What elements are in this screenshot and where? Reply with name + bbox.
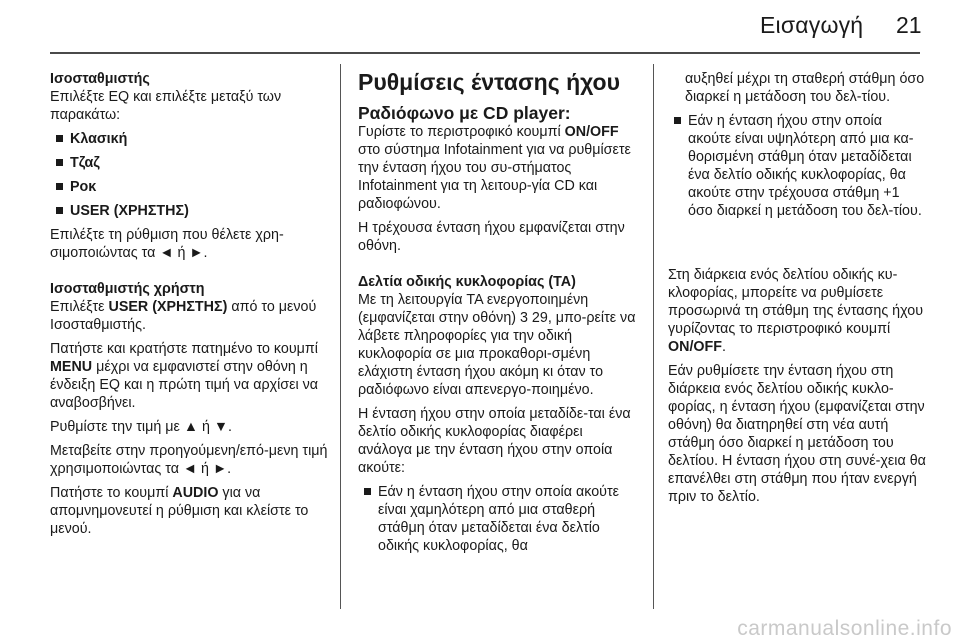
paragraph: Πατήστε και κρατήστε πατημένο το κουμπί MENU μέχρι να εμφανιστεί στην οθόνη η ένδειξη EQ και η πρώτη τιμή να αρχίσει να αναβοσβήνει. xyxy=(50,341,319,411)
heading-ta: Δελτία οδικής κυκλοφορίας (TA) xyxy=(358,274,576,290)
bullet-item: Εάν η ένταση ήχου στην οποία ακούτε είναι χαμηλότερη από μια σταθερή στάθμη όταν μεταδίδεται ένα δελτίο οδικής κυκλοφορίας, θα xyxy=(358,483,636,555)
audio-label: AUDIO xyxy=(172,485,219,501)
paragraph: Εάν ρυθμίσετε την ένταση ήχου στη διάρκεια ενός δελτίου οδικής κυκλο-φορίας, η ένταση ήχου (εμφανίζεται στην οθόνη) θα διατηρηθεί στη νέα αυτή στάθμη όσο διαρκεί η μετάδοση του δελτίου. Η ένταση ήχου στη συνέ-χεια θα επανέλθει στη στάθμη που ήταν ενεργή πριν το δελτίο. xyxy=(668,363,926,505)
paragraph: Επιλέξτε τη ρύθμιση που θέλετε χρη-σιμοποιώντας τα ◄ ή ►. xyxy=(50,227,284,261)
paragraph: Μεταβείτε στην προηγούμενη/επό-μενη τιμή χρησιμοποιώντας τα ◄ ή ►. xyxy=(50,443,328,477)
paragraph: Πατήστε το κουμπί AUDIO για να απομνημονευτεί η ρύθμιση και κλείστε το μενού. xyxy=(50,485,309,537)
column-1 xyxy=(50,70,330,544)
page-header xyxy=(0,0,960,58)
bullet-item: Ροκ xyxy=(50,178,330,196)
paragraph: Στη διάρκεια ενός δελτίου οδικής κυ-κλοφορίας, μπορείτε να ρυθμίσετε προσωρινά τη στάθμη της έντασης ήχου γυρίζοντας το περιστροφικό κουμπί ON/OFF. xyxy=(668,267,924,355)
watermark: carmanualsonline.info xyxy=(737,617,952,640)
section-heading: Ρυθμίσεις έντασης ήχου xyxy=(358,69,620,95)
paragraph: Η τρέχουσα ένταση ήχου εμφανίζεται στην οθόνη. xyxy=(358,220,625,254)
onoff-label: ON/OFF xyxy=(668,339,723,355)
column-divider-2 xyxy=(653,64,654,609)
bullet-item: Τζαζ xyxy=(50,154,330,172)
heading-equalizer: Ισοσταθμιστής xyxy=(50,71,150,87)
column-3 xyxy=(685,70,928,226)
paragraph: Η ένταση ήχου στην οποία μεταδίδε-ται ένα δελτίο οδικής κυκλοφορίας διαφέρει ανάλογα με την ένταση ήχου στην οποία ακούτε: xyxy=(358,406,631,476)
header-divider xyxy=(50,52,920,54)
column-2 xyxy=(358,68,636,561)
heading-user-equalizer: Ισοσταθμιστής χρήστη xyxy=(50,281,205,297)
bullet-item: USER (ΧΡΗΣΤΗΣ) xyxy=(50,202,330,220)
paragraph: Επιλέξτε USER (ΧΡΗΣΤΗΣ) από το μενού Ισοσταθμιστής. xyxy=(50,299,317,333)
paragraph-continued: αυξηθεί μέχρι τη σταθερή στάθμη όσο διαρκεί η μετάδοση του δελ-τίου. xyxy=(685,71,925,105)
paragraph: Με τη λειτουργία TA ενεργοποιημένη (εμφανίζεται στην οθόνη) 3 29, μπο-ρείτε να λάβετε πληροφορίες για την οδική κυκλοφορία σε μια προκαθορι-σμένη ελάχιστη ένταση ήχου ακόμη κι όταν το ραδιόφωνο είναι απενεργο-ποιημένο. xyxy=(358,292,636,398)
column-divider-1 xyxy=(340,64,341,609)
bullet-item: Εάν η ένταση ήχου στην οποία ακούτε είναι υψηλότερη από μια κα-θορισμένη στάθμη όταν μεταδίδεται ένα δελτίο οδικής κυκλοφορίας, θα ακούτε στην τρέχουσα στάθμη +1 όσο διαρκεί η μετάδοση του δελ-τίου. xyxy=(668,112,928,220)
onoff-label: ON/OFF xyxy=(564,124,619,140)
column-3-lower xyxy=(668,266,928,512)
page-number: 21 xyxy=(896,12,922,38)
subheading-radio: Ραδιόφωνο με CD player: xyxy=(358,103,571,123)
menu-label: MENU xyxy=(50,359,93,375)
page-ref-icon: 3 xyxy=(520,310,528,326)
section-title: Εισαγωγή xyxy=(760,12,864,38)
paragraph: Γυρίστε το περιστροφικό κουμπί ON/OFF στο σύστημα Infotainment για να ρυθμίσετε την ένταση ήχου του συ-στήματος Infotainment για τη λειτουρ-γία CD και ραδιοφώνου. xyxy=(358,124,631,212)
bullet-item: Κλασική xyxy=(50,130,330,148)
paragraph: Ρυθμίστε την τιμή με ▲ ή ▼. xyxy=(50,419,232,435)
user-label: USER (ΧΡΗΣΤΗΣ) xyxy=(108,299,228,315)
paragraph: Επιλέξτε EQ και επιλέξτε μεταξύ των παρακάτω: xyxy=(50,89,282,123)
